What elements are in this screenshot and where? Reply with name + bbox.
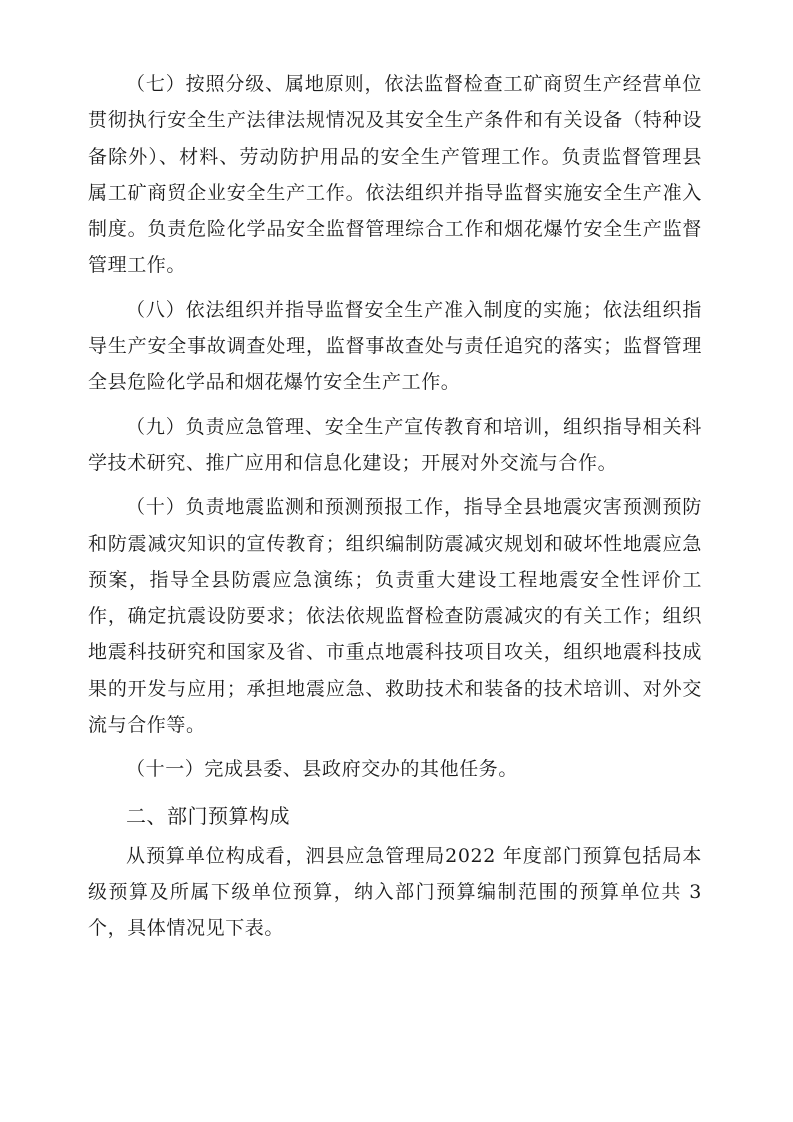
paragraph-item-11: （十一）完成县委、县政府交办的其他任务。 bbox=[126, 758, 519, 781]
paragraph-item-8: （八）依法组织并指导监督安全生产准入制度的实施；依法组织指导生产安全事故调查处理，监督事故查处与责任追究的落实；监督管理全县危险化学品和烟花爆竹安全生产工作。 bbox=[88, 298, 702, 394]
document-page bbox=[88, 66, 702, 947]
paragraph-item-7: （七）按照分级、属地原则，依法监督检查工矿商贸生产经营单位贯彻执行安全生产法律法规情况及其安全生产条件和有关设备（特种设备除外）、材料、劳动防护用品的安全生产管理工作。负责监督管理县属工矿商贸企业安全生产工作。依法组织并指导监督实施安全生产准入制度。负责危险化学品安全监督管理综合工作和烟花爆竹安全生产监督管理工作。 bbox=[88, 73, 702, 277]
section-heading: 二、部门预算构成 bbox=[126, 803, 290, 828]
paragraph-item-10: （十）负责地震监测和预测预报工作，指导全县地震灾害预测预防和防震减灾知识的宣传教育；组织编制防震减灾规划和破坏性地震应急预案，指导全县防震应急演练；负责重大建设工程地震安全性评价工作，确定抗震设防要求；依法依规监督检查防震减灾的有关工作；组织地震科技研究和国家及省、市重点地震科技项目攻关，组织地震科技成果的开发与应用；承担地震应急、救助技术和装备的技术培训、对外交流与合作等。 bbox=[88, 496, 702, 737]
paragraph-item-9: （九）负责应急管理、安全生产宣传教育和培训，组织指导相关科学技术研究、推广应用和信息化建设；开展对外交流与合作。 bbox=[88, 415, 702, 474]
section-paragraph: 从预算单位构成看，泗县应急管理局2022 年度部门预算包括局本级预算及所属下级单位预算，纳入部门预算编制范围的预算单位共 3 个，具体情况见下表。 bbox=[88, 844, 702, 940]
